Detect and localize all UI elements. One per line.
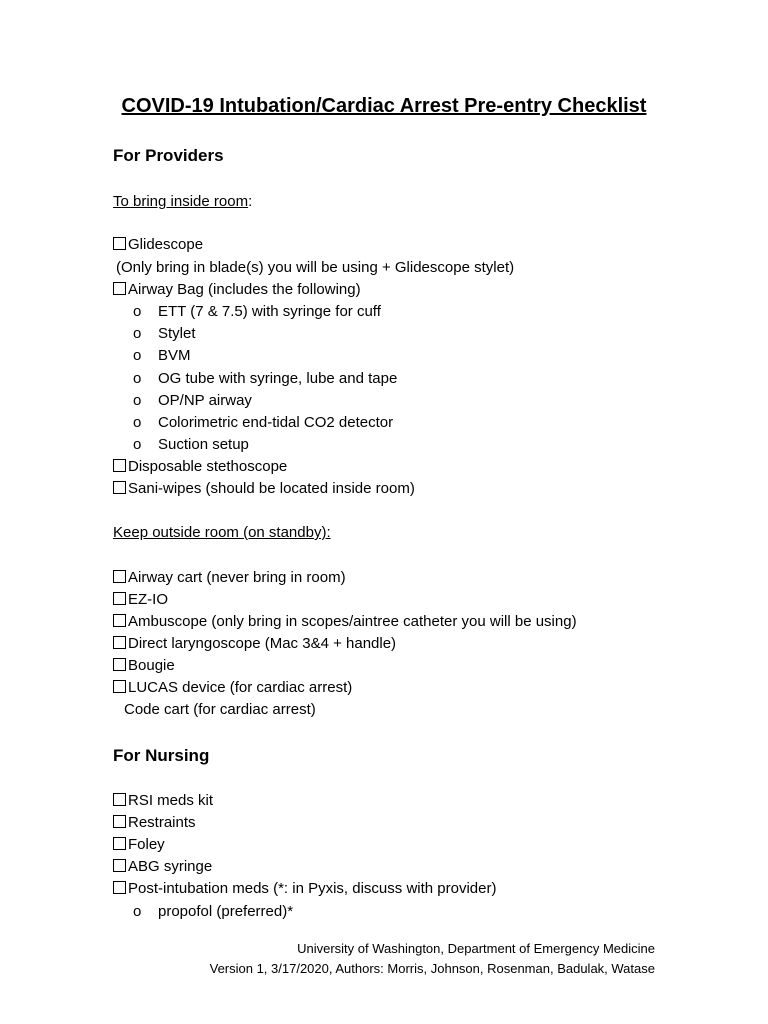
sub-item	[133, 436, 249, 453]
checkbox-icon[interactable]	[113, 459, 126, 472]
checklist-item-standby[interactable]	[113, 569, 346, 586]
checklist-item-standby[interactable]	[113, 635, 396, 652]
glidescope-note: (Only bring in blade(s) you will be using + Glidescope stylet)	[116, 259, 515, 276]
item-label: Post-intubation meds (*: in Pyxis, discuss with provider)	[128, 880, 497, 897]
page-title: COVID-19 Intubation/Cardiac Arrest Pre-entry Checklist	[121, 95, 647, 117]
item-label: Ambuscope (only bring in scopes/aintree catheter you will be using)	[128, 613, 577, 630]
bring-inside-label	[113, 193, 252, 210]
item-label: Disposable stethoscope	[128, 458, 288, 475]
checklist-item-standby[interactable]	[113, 613, 577, 630]
sub-item	[133, 325, 196, 342]
sub-item-label: BVM	[158, 347, 191, 364]
checklist-item-saniwipes[interactable]	[113, 480, 415, 497]
providers-heading: For Providers	[113, 146, 224, 165]
sub-item-label: OG tube with syringe, lube and tape	[158, 370, 398, 387]
checkbox-icon[interactable]	[113, 680, 126, 693]
item-label: RSI meds kit	[128, 792, 214, 809]
checkbox-icon[interactable]	[113, 815, 126, 828]
checkbox-icon[interactable]	[113, 592, 126, 605]
checkbox-icon[interactable]	[113, 636, 126, 649]
item-label: Sani-wipes (should be located inside room)	[128, 480, 415, 497]
bullet-icon: o	[133, 325, 142, 342]
item-label: ABG syringe	[128, 858, 213, 875]
sub-item-label: propofol (preferred)*	[158, 903, 294, 920]
checklist-item-standby[interactable]	[113, 679, 352, 696]
sub-item	[133, 414, 393, 431]
checklist-item-standby[interactable]	[113, 657, 175, 674]
item-label: EZ-IO	[128, 591, 168, 608]
checkbox-icon[interactable]	[113, 570, 126, 583]
checklist-item-stethoscope[interactable]	[113, 458, 287, 475]
bullet-icon: o	[133, 903, 142, 920]
item-label: LUCAS device (for cardiac arrest)	[128, 679, 353, 696]
sub-item-label: OP/NP airway	[158, 392, 252, 409]
bullet-icon: o	[133, 392, 142, 409]
bullet-icon: o	[133, 414, 142, 431]
checklist-item-airway-bag[interactable]	[113, 281, 361, 298]
sub-item-label: Stylet	[158, 325, 196, 342]
item-label: Glidescope	[128, 236, 204, 253]
sub-item-label: ETT (7 & 7.5) with syringe for cuff	[158, 303, 381, 320]
checklist-item-nursing[interactable]	[113, 814, 196, 831]
sub-item	[133, 392, 252, 409]
sub-item	[133, 903, 293, 920]
item-label: Direct laryngoscope (Mac 3&4 + handle)	[128, 635, 397, 652]
bullet-icon: o	[133, 370, 142, 387]
sub-item-label: Colorimetric end-tidal CO2 detector	[158, 414, 394, 431]
bring-inside-colon: :	[248, 193, 253, 210]
nursing-heading: For Nursing	[113, 746, 210, 765]
checklist-item-nursing[interactable]	[113, 792, 213, 809]
bring-inside-text: To bring inside room	[113, 193, 249, 210]
checkbox-icon[interactable]	[113, 881, 126, 894]
sub-item	[133, 303, 381, 320]
checklist-item-nursing[interactable]	[113, 836, 165, 853]
bullet-icon: o	[133, 303, 142, 320]
checklist-item-nursing[interactable]	[113, 880, 496, 897]
footer-institution: University of Washington, Department of Emergency Medicine	[297, 941, 655, 956]
sub-item	[133, 370, 397, 387]
sub-item-label: Suction setup	[158, 436, 249, 453]
checkbox-icon[interactable]	[113, 859, 126, 872]
bullet-icon: o	[133, 347, 142, 364]
footer-version: Version 1, 3/17/2020, Authors: Morris, Johnson, Rosenman, Badulak, Watase	[209, 961, 655, 976]
item-label: Bougie	[128, 657, 175, 674]
checkbox-icon[interactable]	[113, 282, 126, 295]
sub-item	[133, 347, 191, 364]
standby-label: Keep outside room (on standby):	[113, 524, 331, 541]
checklist-item-nursing[interactable]	[113, 858, 212, 875]
item-label: Airway Bag (includes the following)	[128, 281, 361, 298]
checkbox-icon[interactable]	[113, 237, 126, 250]
checkbox-icon[interactable]	[113, 658, 126, 671]
item-label: Restraints	[128, 814, 196, 831]
checkbox-icon[interactable]	[113, 837, 126, 850]
code-cart-line: Code cart (for cardiac arrest)	[124, 701, 316, 718]
bullet-icon: o	[133, 436, 142, 453]
checkbox-icon[interactable]	[113, 614, 126, 627]
checklist-item-glidescope[interactable]	[113, 236, 203, 253]
checkbox-icon[interactable]	[113, 793, 126, 806]
checkbox-icon[interactable]	[113, 481, 126, 494]
checklist-item-standby[interactable]	[113, 591, 168, 608]
item-label: Foley	[128, 836, 165, 853]
item-label: Airway cart (never bring in room)	[128, 569, 346, 586]
